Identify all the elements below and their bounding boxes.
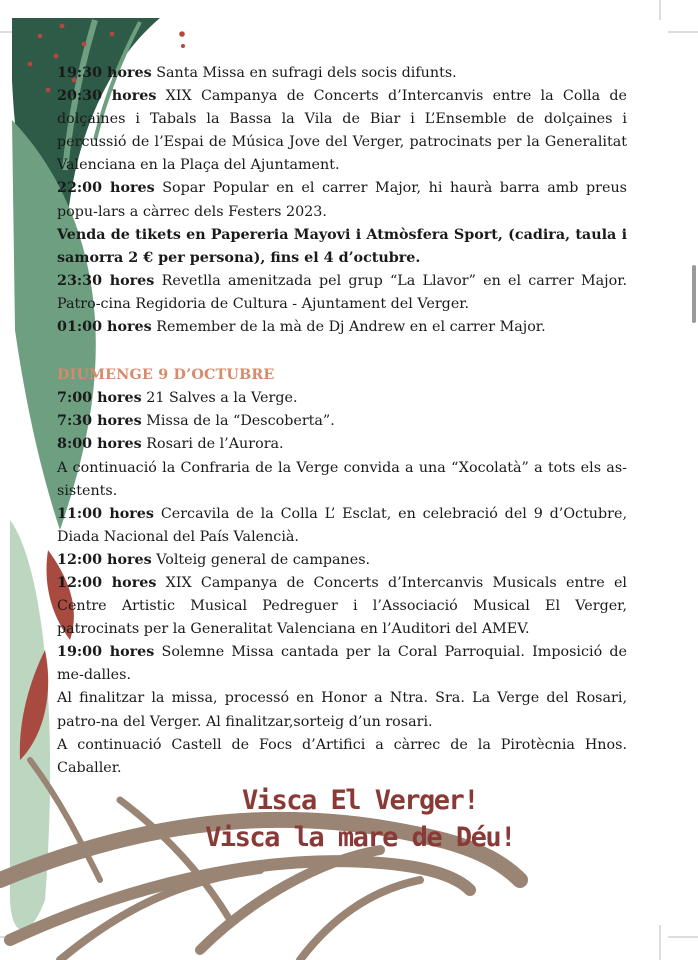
event-line: 01:00 hores Remember de la mà de Dj Andrew en el carrer Major.: [57, 319, 546, 336]
event-line: 20:30 hores XIX Campanya de Concerts d’Intercanvis entre la Colla de dolçaines i Tabals la Bassa la Vila de Biar i L’Ensemble de dolçaines i percussió de l’Espai de Música Jove del Verger, patrocinats per la Generalitat Valenciana en la Plaça del Ajuntament.: [57, 88, 628, 174]
event-line: 12:00 hores XIX Campanya de Concerts d’Intercanvis Musicals entre el Centre Artistic Musical Pedreguer i l’Associació Musical El Verger, patrocinats per la Generalitat Valenciana en l’Auditori del AMEV.: [57, 574, 627, 638]
sunday-heading: DIUMENGE 9 D’OCTUBRE: [57, 367, 275, 384]
program-text: [57, 62, 627, 780]
event-line: 23:30 hores Revetlla amenitzada pel grup “La Llavor” en el carrer Major. Patro-cina Regidoria de Cultura - Ajuntament del Verger.: [57, 272, 628, 312]
event-line: 7:30 hores Missa de la “Descoberta”.: [57, 413, 335, 430]
event-line: 11:00 hores Cercavila de la Colla L’ Esclat, en celebració del 9 d’Octubre, Diada Nacional del País Valencià.: [57, 505, 628, 545]
event-line: A continuació Castell de Focs d’Artifici a càrrec de la Pirotècnia Hnos. Caballer.: [57, 736, 627, 776]
scrollbar-thumb[interactable]: [692, 265, 696, 323]
tickets-notice: Venda de tikets en Papereria Mayovi i Atmòsfera Sport, (cadira, taula i samorra 2 € per persona), fins el 4 d’octubre.: [57, 226, 627, 266]
event-line: A continuació la Confraria de la Verge convida a una “Xocolatà” a tots els as-sistents.: [57, 459, 627, 499]
closing-line-1: Visca El Verger!: [241, 785, 479, 816]
event-line: 8:00 hores Rosari de l’Aurora.: [57, 436, 284, 453]
event-line: Al finalitzar la missa, processó en Honor a Ntra. Sra. La Verge del Rosari, patro-na del Verger. Al finalitzar,sorteig d’un rosari.: [57, 690, 627, 730]
closing-line-2: Visca la mare de Déu!: [205, 822, 515, 853]
event-line: 22:00 hores Sopar Popular en el carrer Major, hi haurà barra amb preus popu-lars a càrrec dels Festers 2023.: [57, 180, 627, 220]
event-line: 19:00 hores Solemne Missa cantada per la Coral Parroquial. Imposició de me-dalles.: [57, 644, 628, 684]
event-line: 12:00 hores Volteig general de campanes.: [57, 551, 371, 568]
event-line: 7:00 hores 21 Salves a la Verge.: [57, 390, 298, 407]
event-line: 19:30 hores Santa Missa en sufragi dels socis difunts.: [57, 65, 457, 81]
